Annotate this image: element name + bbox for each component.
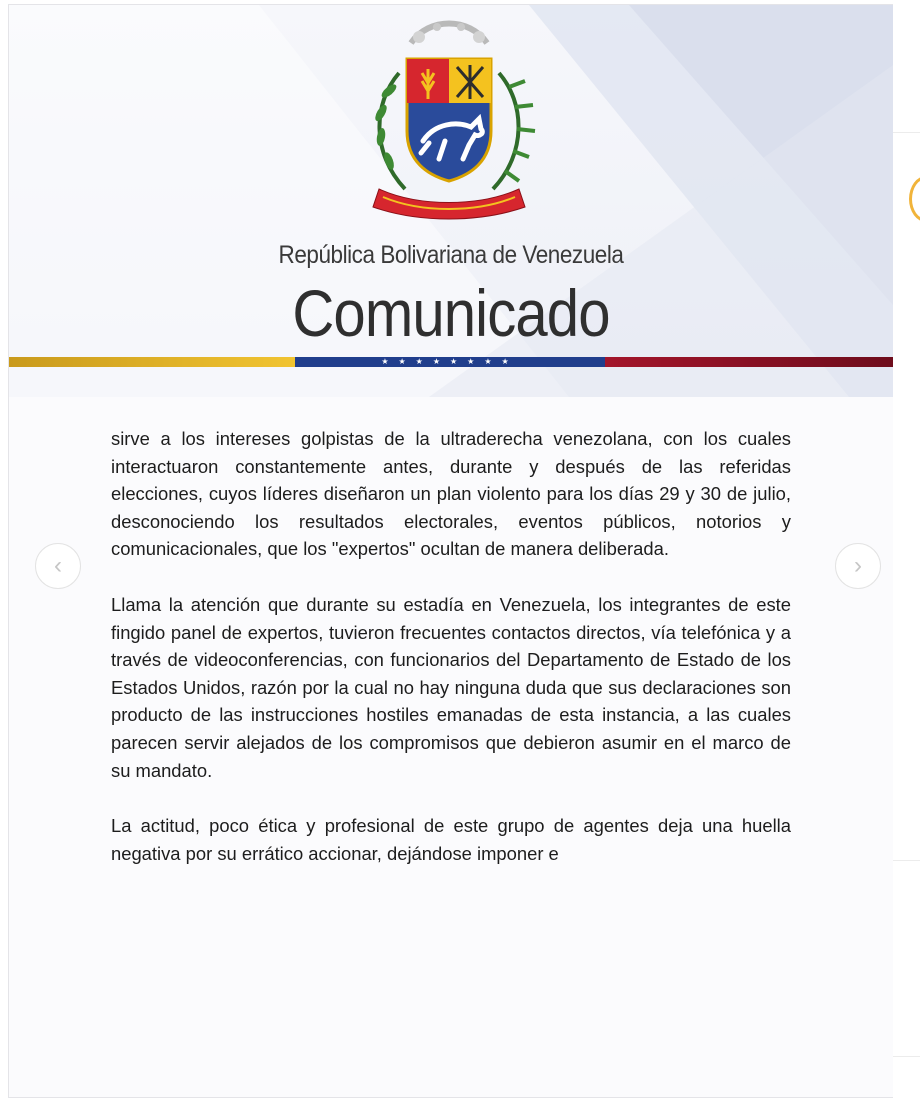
carousel-prev-button[interactable] <box>35 543 81 589</box>
carousel-next-button[interactable] <box>835 543 881 589</box>
flag-stripe-divider <box>9 357 893 367</box>
sidebar-divider <box>893 860 920 861</box>
body-paragraph-1: sirve a los intereses golpistas de la ultraderecha venezolana, con los cuales interactuaron constantemente antes, durante y después de las referidas elecciones, cuyos líderes diseñaron un plan violento para los días 29 y 30 de julio, desconociendo los resultados electorales, eventos públicos, notorios y comunicacionales, que los "expertos" ocultan de manera deliberada. <box>111 428 791 560</box>
communique-title: Comunicado <box>292 276 610 350</box>
sidebar-divider <box>893 1056 920 1057</box>
body-paragraph-2: Llama la atención que durante su estadía en Venezuela, los integrantes de este fingido panel de expertos, tuvieron frecuentes contactos directos, vía telefónica y a través de videoconferencias, con funcionarios del Departamento de Estado de los Estados Unidos, razón por la cual no hay ninguna duda que sus declaraciones son producto de las instrucciones hostiles emanadas de esta instancia, a las cuales parecen servir alejados de los compromisos que debieron asumir en el marco de su mandato. <box>111 593 791 781</box>
country-name-heading: República Bolivariana de Venezuela <box>278 241 624 269</box>
body-paragraph-3: La actitud, poco ética y profesional de este grupo de agentes deja una huella negativa por su errático accionar, dejándose imponer e <box>111 815 791 864</box>
venezuela-coat-of-arms-icon <box>349 13 549 235</box>
flag-stripe-blue <box>295 357 605 367</box>
sidebar-divider <box>893 132 920 133</box>
chevron-right-icon: › <box>854 552 862 579</box>
avatar[interactable] <box>909 176 920 222</box>
flag-stars: ★★★★★★★★ <box>381 357 519 366</box>
chevron-left-icon: ‹ <box>54 552 62 579</box>
communique-image-card <box>8 4 894 1098</box>
flag-stripe-yellow <box>9 357 295 367</box>
communique-header <box>9 5 893 397</box>
right-sidebar-edge <box>893 0 920 1101</box>
flag-stripe-red <box>605 357 893 367</box>
communique-body <box>111 425 791 895</box>
